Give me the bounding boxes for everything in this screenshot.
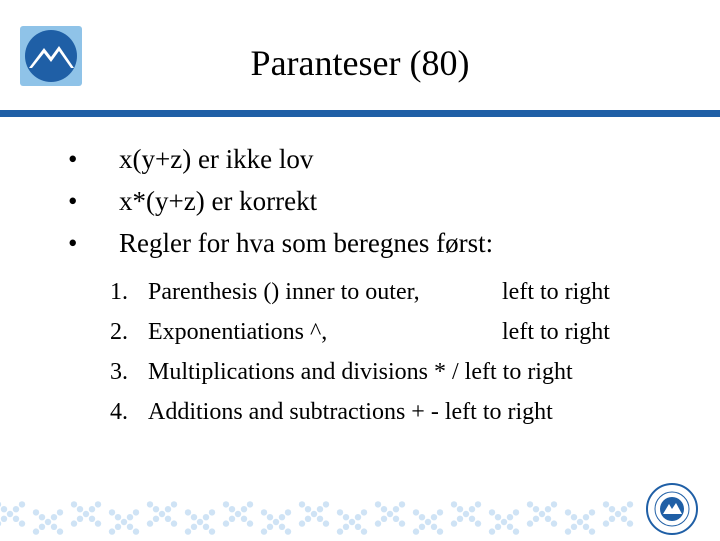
rule-text: Additions and subtractions + - left to right [148, 399, 553, 425]
bullet-marker: • [68, 228, 78, 258]
rule-direction: left to right [502, 319, 610, 345]
list-number: 3. [110, 359, 128, 385]
list-number: 2. [110, 319, 128, 345]
bullet-marker: • [68, 144, 78, 174]
rule-text: Exponentiations ^, [148, 319, 328, 345]
rule-text: Parenthesis () inner to outer, [148, 279, 420, 305]
bullet-marker: • [68, 186, 78, 216]
bullet-text: x*(y+z) er korrekt [119, 186, 318, 216]
college-seal-icon [644, 482, 700, 541]
list-number: 4. [110, 399, 128, 425]
bullet-text: Regler for hva som beregnes først: [119, 228, 494, 258]
rule-direction: left to right [502, 279, 610, 305]
decorative-pattern-icon [0, 470, 640, 540]
page-title: Paranteser (80) [250, 43, 470, 83]
bullet-text: x(y+z) er ikke lov [119, 144, 314, 174]
list-number: 1. [110, 279, 128, 305]
header-divider [0, 110, 720, 117]
rule-text: Multiplications and divisions * / left to right [148, 359, 573, 385]
